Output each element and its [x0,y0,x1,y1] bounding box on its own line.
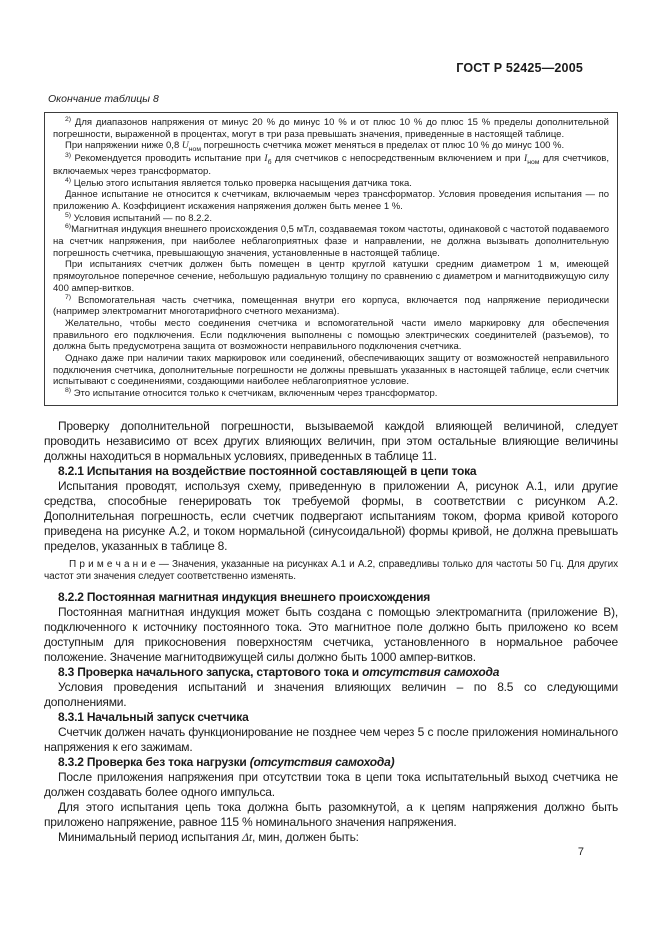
note-paragraph: П р и м е ч а н и е — Значения, указанные на рисунках А.1 и А.2, справедливы только для частоты 50 Гц. Для других частот эти значения следует соответственно изменять. [44,558,618,583]
body-paragraph: Проверку дополнительной погрешности, вызываемой каждой влияющей величиной, следует проводить независимо от всех других влияющих величин, при этом остальные влияющие величины должны находиться в нормальных условиях, приведенных в таблице 11. [44,418,618,463]
section-heading: 8.2.2 Постоянная магнитная индукция внешнего происхождения [58,589,431,604]
content-area [44,112,618,845]
footnote-paragraph: При напряжении ниже 0,8 $U_{ном}$ погрешность счетчика может меняться в пределах от плюс 10 % до минус 100 %. [65,140,565,154]
doc-code-header: ГОСТ Р 52425—2005 [456,61,583,75]
section-heading: 8.2.1 Испытания на воздействие постоянной составляющей в цепи тока [58,463,477,478]
footnote-paragraph: $^{2)}$ Для диапазонов напряжения от минус 20 % до минус 10 % и от плюс 10 % до плюс 15 % пределы дополнительной погрешности, выраженной в процентах, могут в три раза превышать значения, приведенные в настоящей таблице. [53,115,609,140]
footnote-paragraph: $^{4)}$ Целью этого испытания является только проверка насыщения датчика тока. [65,176,412,189]
footnote-paragraph: Однако даже при наличии таких маркировок или соединений, обеспечивающих защиту от возможностей неправильного подключения счетчика, дополнительные погрешности не должны превышать указанных в настоящей таблице, если счетчик испытывают с соединениями, создающими наиболее неблагоприятное условие. [53,353,609,388]
footnote-paragraph: При испытаниях счетчик должен быть помещен в центр круглой катушки средним диаметром 1 м, имеющей прямоугольное поперечное сечение, небольшую радиальную толщину по сравнению с диаметром и магнитодвижущую силу 400 ампер-витков. [53,259,609,294]
section-heading: 8.3 Проверка начального запуска, стартового тока и отсутствия самохода [58,664,500,679]
body-paragraph: Счетчик должен начать функционирование не позднее чем через 5 с после приложения номинального напряжения к его зажимам. [44,724,618,754]
footnote-paragraph: $^{5)}$ Условия испытаний — по 8.2.2. [65,211,212,224]
table-continuation-caption: Окончание таблицы 8 [48,93,159,105]
body-paragraph: Для этого испытания цепь тока должна быть разомкнутой, а к цепям напряжения должно быть приложено напряжение, равное 115 % номинального значения напряжения. [44,799,618,829]
document-body [44,419,618,845]
body-paragraph: Постоянная магнитная индукция может быть создана с помощью электромагнита (приложение В), подключенного к источнику постоянного тока. Это магнитное поле должно быть приложено ко всем доступным для прикосновения поверхностям счетчика, установленного в нормальное рабочее положение. Значение магнитодвижущей силы должно быть 1000 ампер-витков. [44,604,618,664]
footnote-paragraph: $^{7)}$ Вспомогательная часть счетчика, помещенная внутри его корпуса, включается под напряжение периодически (например электромагнит многотарифного счетного механизма). [53,293,609,318]
table-footnotes-box [44,112,618,406]
body-paragraph: Испытания проводят, используя схему, приведенную в приложении А, рисунок А.1, или другие средства, способные генерировать ток требуемой формы, в соответствии с рисунком А.2. Дополнительная погрешность, если счетчик подвергают испытаниям током, форма кривой которого приведена на рисунке А.2, и током нормальной (синусоидальной) формы кривой, не должна превышать пределов, указанных в таблице 8. [44,478,618,553]
footnote-paragraph: $^{3)}$ Рекомендуется проводить испытание при $I_б$ для счетчиков с непосредственным включением и при $I_{ном}$ для счетчиков, включаемых через трансформатор. [53,151,609,177]
body-paragraph: Условия проведения испытаний и значения влияющих величин – по 8.5 со следующими дополнениями. [44,679,618,709]
section-heading: 8.3.2 Проверка без тока нагрузки (отсутствия самохода) [58,754,395,769]
section-heading: 8.3.1 Начальный запуск счетчика [58,709,249,724]
footnote-paragraph: $^{6)}$Магнитная индукция внешнего происхождения 0,5 мТл, создаваемая током частоты, одинаковой с частотой подаваемого на счетчик напряжения, при наиболее неблагоприятных фазе и направлении, не должна вызывать дополнительную погрешность счетчика, превышающую значения, установленные в настоящей таблице. [53,223,609,259]
body-paragraph: После приложения напряжения при отсутствии тока в цепи тока испытательный выход счетчика не должен создавать более одного импульса. [44,769,618,799]
footnote-paragraph: Желательно, чтобы место соединения счетчика и вспомогательной части имело маркировку для обеспечения правильного его подключения. Если подключения выполнены с помощью электрических соединителей (разъемов), то должна быть предусмотрена защита от возможности неправильного подключения счетчика. [53,317,609,353]
body-paragraph: Минимальный период испытания Δt, мин, должен быть: [58,829,359,844]
footnote-paragraph: Данное испытание не относится к счетчикам, включаемым через трансформатор. Условия проведения испытания — по приложению А. Коэффициент искажения напряжения должен быть менее 1 %. [53,189,609,212]
footnote-paragraph: $^{8)}$ Это испытание относится только к счетчикам, включенным через трансформатор. [65,387,438,400]
page-number: 7 [577,846,584,858]
